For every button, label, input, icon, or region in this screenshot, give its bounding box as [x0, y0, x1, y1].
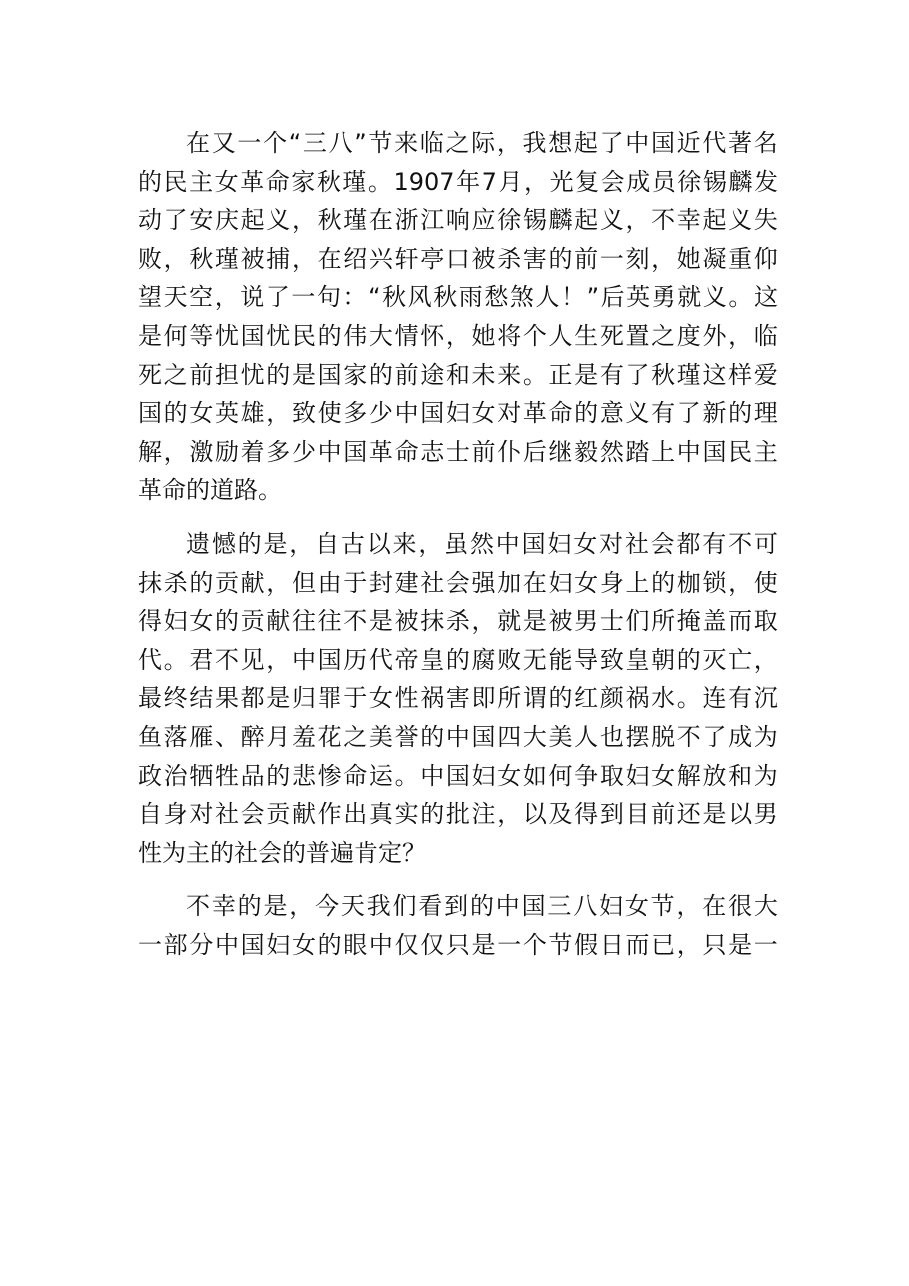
text-line: 自 身 对 社 会 贡 献 作 出 真 实 的 批 注 ， 以 及 得 到 目 前 还 是 以 男 [138, 800, 778, 829]
text-line: 革命的道路。 [138, 476, 282, 505]
text-line: 动 了 安 庆 起 义 ， 秋 瑾 在 浙 江 响 应 徐 锡 麟 起 义 ， 不 幸 起 义 失 [138, 206, 778, 235]
paragraph-2 [138, 525, 778, 872]
document-body [138, 124, 778, 964]
text-line: 得 妇 女 的 贡 献 往 往 不 是 被 抹 杀 ， 就 是 被 男 士 们 所 掩 盖 而 取 [138, 607, 778, 636]
text-line: 政 治 牺 牲 品 的 悲 惨 命 运 。 中 国 妇 女 如 何 争 取 妇 女 解 放 和 为 [138, 761, 778, 790]
text-line: 死 之 前 担 忧 的 是 国 家 的 前 途 和 未 来 。 正 是 有 了 秋 瑾 这 样 爱 [138, 360, 778, 389]
text-line: 遗 憾 的 是 ， 自 古 以 来 ， 虽 然 中 国 妇 女 对 社 会 都 有 不 可 [186, 529, 778, 558]
text-line: 性为主的社会的普遍肯定？ [138, 838, 426, 867]
text-line: 败 ， 秋 瑾 被 捕 ， 在 绍 兴 轩 亭 口 被 杀 害 的 前 一 刻 ， 她 凝 重 仰 [138, 244, 778, 273]
paragraph-spacer [138, 872, 778, 887]
text-line: 望 天 空 ， 说 了 一 句 ： “ 秋 风 秋 雨 愁 煞 人 ！ ” 后 英 勇 就 义 。 这 [138, 283, 778, 312]
text-line: 一 部 分 中 国 妇 女 的 眼 中 仅 仅 只 是 一 个 节 假 日 而 已 ， 只 是 一 [138, 930, 778, 959]
text-line: 鱼 落 雁 、 醉 月 羞 花 之 美 誉 的 中 国 四 大 美 人 也 摆 脱 不 了 成 为 [138, 722, 778, 751]
text-line: 是 何 等 忧 国 忧 民 的 伟 大 情 怀 ， 她 将 个 人 生 死 置 之 度 外 ， 临 [138, 321, 778, 350]
text-line: 不 幸 的 是 ， 今 天 我 们 看 到 的 中 国 三 八 妇 女 节 ， 在 很 大 [186, 892, 778, 921]
paragraph-spacer [138, 510, 778, 525]
text-line: 最 终 结 果 都 是 归 罪 于 女 性 祸 害 即 所 谓 的 红 颜 祸 水 。 连 有 沉 [138, 684, 778, 713]
text-line: 代 。 君 不 见 ， 中 国 历 代 帝 皇 的 腐 败 无 能 导 致 皇 朝 的 灭 亡 ， [138, 645, 778, 674]
text-line: 国 的 女 英 雄 ， 致 使 多 少 中 国 妇 女 对 革 命 的 意 义 有 了 新 的 理 [138, 399, 778, 428]
text-line: 在 又 一 个 “ 三 八 ” 节 来 临 之 际 ， 我 想 起 了 中 国 近 代 著 名 [186, 129, 778, 157]
text-line: 解 ， 激 励 着 多 少 中 国 革 命 志 士 前 仆 后 继 毅 然 踏 上 中 国 民 主 [138, 437, 778, 466]
text-line: 的 民 主 女 革 命 家 秋 瑾 。 1907 年 7 月 ， 光 复 会 成 员 徐 锡 麟 发 [138, 167, 778, 196]
paragraph-1 [138, 124, 778, 510]
paragraph-3 [138, 887, 778, 964]
text-line: 抹 杀 的 贡 献 ， 但 由 于 封 建 社 会 强 加 在 妇 女 身 上 的 枷 锁 ， 使 [138, 568, 778, 597]
